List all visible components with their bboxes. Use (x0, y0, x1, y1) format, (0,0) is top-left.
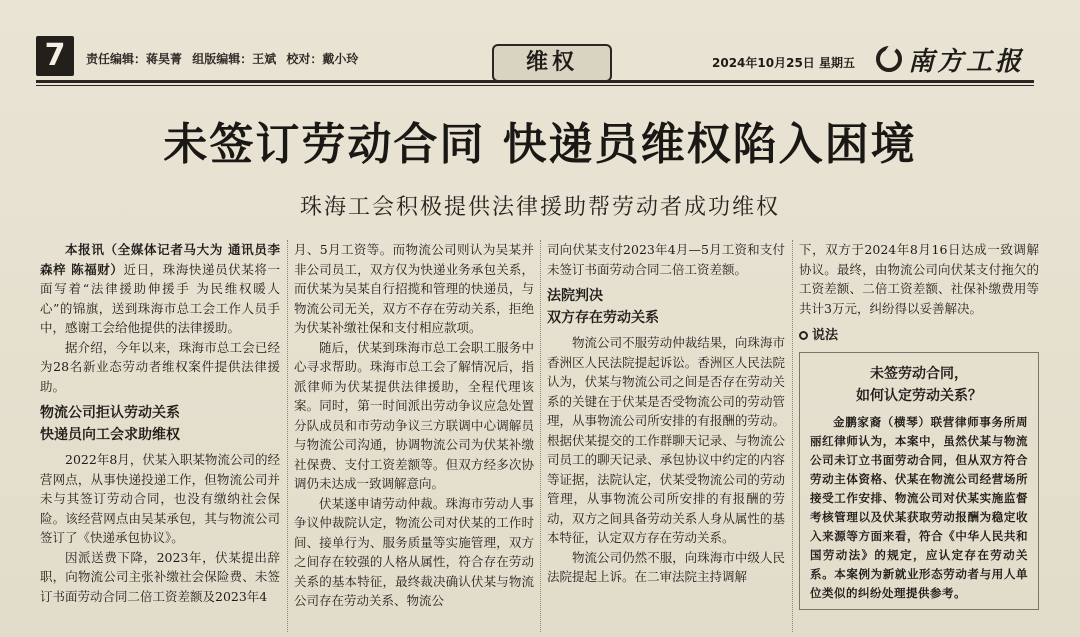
section-heading-line2: 双方存在劳动关系 (547, 310, 659, 326)
page-number: 7 (36, 36, 74, 76)
editor-credits (86, 50, 364, 67)
lede-text: 近日，珠海快递员伏某将一面写着“法律援助伸援手 为民维权暖人心”的锦旗，送到珠海市总工会工作人员手中，感谢工会给他提供的法律援助。 (40, 261, 280, 335)
paragraph: 物流公司仍然不服，向珠海市中级人民法院提起上诉。在二审法院主持调解 (547, 549, 785, 584)
paragraph: 月、5月工资等。而物流公司则认为吴某并非公司员工，双方仅为快递业务承包关系，而伏某为吴某自行招揽和管理的快递员，与物流公司无关，双方不存在劳动关系，拒绝为伏某补缴社保和支付相应款项。 (294, 242, 534, 335)
section-heading (40, 402, 280, 446)
newspaper-logo (876, 42, 1024, 76)
paragraph: 下，双方于2024年8月16日达成一致调解协议。最终，由物流公司向伏某支付拖欠的工资差额、二倍工资差额、社保补缴费用等共计3万元，纠纷得以妥善解决。 (799, 242, 1039, 316)
header-rule (36, 80, 1034, 83)
commentary-title (810, 363, 1028, 407)
credit-layout: 组版编辑：王斌 (192, 52, 277, 66)
header-rule-thin (36, 85, 1034, 86)
commentary-label (799, 326, 1039, 346)
paragraph: 司向伏某支付2023年4月—5月工资和支付未签订书面劳动合同二倍工资差额。 (547, 242, 785, 277)
credit-editor: 责任编辑：蒋昊菁 (86, 52, 183, 66)
section-heading-line1: 法院判决 (547, 288, 603, 304)
article-subheadline: 珠海工会积极提供法律援助帮劳动者成功维权 (299, 195, 780, 220)
credit-proofreader: 校对：戴小玲 (286, 52, 359, 66)
commentary-title-line1: 未签劳动合同， (870, 365, 968, 382)
article-column-3 (547, 240, 785, 587)
article-headline: 未签订劳动合同 快递员维权陷入困境 (163, 119, 917, 170)
logo-text: 南方工报 (908, 46, 1025, 77)
section-tag: 维权 (492, 44, 612, 82)
commentary-label-text: 说法 (812, 328, 839, 343)
column-divider (792, 240, 793, 632)
commentary-title-line2: 如何认定劳动关系？ (856, 387, 982, 404)
article-column-1 (40, 240, 280, 606)
logo-icon (876, 46, 902, 72)
paragraph: 物流公司不服劳动仲裁结果，向珠海市香洲区人民法院提起诉讼。香洲区人民法院认为，伏某与物流公司之间是否存在劳动关系的关键在于伏某是否受物流公司的劳动管理，从事物流公司所安排的有报酬的劳动。根据伏某提交的工作群聊天记录、与物流公司员工的聊天记录、承包协议中约定的内容等证据，法院认定，伏某受物流公司的劳动管理，从事物流公司所安排的有报酬的劳动，双方之间具备劳动关系人身从属性的基本特征，认定双方存在劳动关系。 (547, 335, 785, 545)
paragraph: 随后，伏某到珠海市总工会职工服务中心寻求帮助。珠海市总工会了解情况后，指派律师为伏某提供法律援助，全程代理该案。同时，第一时间派出劳动争议应急处置分队成员和市劳动争议三方联调中心调解员与物流公司沟通，协调物流公司为伏某补缴社保费、支付工资差额等。但双方经多次协调仍未达成一致调解意向。 (294, 339, 534, 491)
paragraph: 伏某遂申请劳动仲裁。珠海市劳动人事争议仲裁院认定，物流公司对伏某的工作时间、接单行为、服务质量等实施管理，双方之间存在较强的人格从属性，符合存在劳动关系的基本特征，最终裁决确认伏某与物流公司存在劳动关系、物流公 (294, 495, 534, 608)
column-divider (540, 240, 541, 632)
page-header (36, 36, 1036, 80)
byline: 本报讯（全媒体记者马大为 通讯员李森梓 陈福财） (40, 242, 280, 277)
lede-paragraph (40, 240, 280, 338)
article-column-4 (799, 240, 1039, 610)
section-heading-line2: 快递员向工会求助维权 (40, 427, 180, 443)
commentary-box (799, 352, 1039, 610)
section-heading-line1: 物流公司拒认劳动关系 (40, 405, 180, 421)
article-column-2 (294, 240, 534, 611)
paragraph: 2022年8月，伏某入职某物流公司的经营网点，从事快递投递工作，但物流公司并未与其签订劳动合同，也没有缴纳社会保险。该经营网点由吴某承包，其与物流公司签订了《快递承包协议》。 (40, 452, 280, 545)
commentary-text: 金鹏家裔（横琴）联营律师事务所周丽红律师认为，本案中，虽然伏某与物流公司未订立书面劳动合同，但从双方符合劳动主体资格、伏某在物流公司经营场所接受工作安排、物流公司对伏某实施监督考核管理以及伏某获取劳动报酬为稳定收入来源等方面来看，符合《中华人民共和国劳动法》的规定，应认定存在劳动关系。本案例为新就业形态劳动者与用人单位类似的纠纷处理提供参考。 (810, 414, 1028, 600)
paragraph: 据介绍，今年以来，珠海市总工会已经为28名新业态劳动者维权案件提供法律援助。 (40, 339, 280, 394)
paragraph: 因派送费下降，2023年，伏某提出辞职，向物流公司主张补缴社会保险费、未签订书面劳动合同二倍工资差额及2023年4 (40, 549, 280, 604)
issue-date: 2024年10月25日 星期五 (712, 56, 855, 70)
circle-icon (799, 331, 808, 340)
section-heading (547, 285, 785, 329)
column-divider (287, 240, 288, 632)
